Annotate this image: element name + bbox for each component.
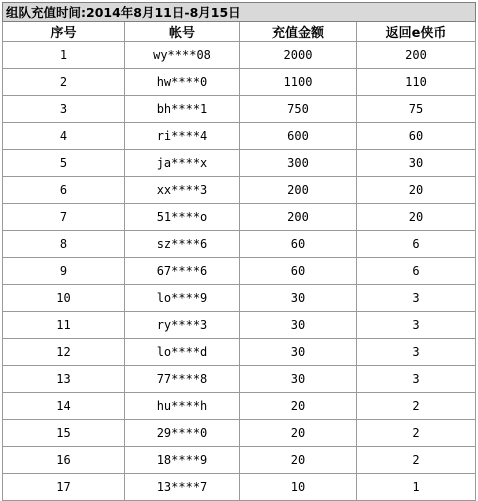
cell-index: 13: [3, 366, 125, 393]
cell-index: 8: [3, 231, 125, 258]
cell-index: 10: [3, 285, 125, 312]
table-row: [3, 42, 476, 69]
cell-account: 29****0: [125, 420, 240, 447]
table-row: [3, 312, 476, 339]
cell-amount: 60: [240, 231, 357, 258]
cell-return-coins: 6: [357, 258, 476, 285]
cell-return-coins: 20: [357, 177, 476, 204]
cell-amount: 200: [240, 177, 357, 204]
cell-amount: 200: [240, 204, 357, 231]
header-account: 帐号: [125, 22, 240, 42]
cell-index: 9: [3, 258, 125, 285]
cell-amount: 30: [240, 339, 357, 366]
cell-account: xx****3: [125, 177, 240, 204]
cell-account: 67****6: [125, 258, 240, 285]
header-amount: 充值金额: [240, 22, 357, 42]
table-row: [3, 96, 476, 123]
cell-amount: 10: [240, 474, 357, 501]
cell-amount: 30: [240, 366, 357, 393]
cell-account: lo****d: [125, 339, 240, 366]
cell-return-coins: 110: [357, 69, 476, 96]
cell-account: 77****8: [125, 366, 240, 393]
cell-index: 1: [3, 42, 125, 69]
header-return-coins: 返回e侠币: [357, 22, 476, 42]
title-row: [3, 3, 476, 22]
cell-index: 2: [3, 69, 125, 96]
cell-amount: 750: [240, 96, 357, 123]
cell-amount: 20: [240, 447, 357, 474]
cell-return-coins: 2: [357, 420, 476, 447]
table-row: [3, 339, 476, 366]
table-row: [3, 447, 476, 474]
cell-return-coins: 30: [357, 150, 476, 177]
cell-amount: 60: [240, 258, 357, 285]
cell-account: 13****7: [125, 474, 240, 501]
cell-index: 4: [3, 123, 125, 150]
cell-return-coins: 3: [357, 285, 476, 312]
cell-return-coins: 20: [357, 204, 476, 231]
cell-return-coins: 2: [357, 447, 476, 474]
table-row: [3, 366, 476, 393]
cell-return-coins: 3: [357, 339, 476, 366]
cell-index: 11: [3, 312, 125, 339]
cell-index: 3: [3, 96, 125, 123]
table-row: [3, 177, 476, 204]
cell-account: 51****o: [125, 204, 240, 231]
cell-account: ja****x: [125, 150, 240, 177]
header-row: [3, 22, 476, 42]
table-row: [3, 393, 476, 420]
cell-index: 7: [3, 204, 125, 231]
cell-index: 17: [3, 474, 125, 501]
cell-account: bh****1: [125, 96, 240, 123]
cell-amount: 20: [240, 393, 357, 420]
cell-account: ry****3: [125, 312, 240, 339]
cell-return-coins: 3: [357, 366, 476, 393]
table-row: [3, 285, 476, 312]
cell-account: sz****6: [125, 231, 240, 258]
cell-amount: 2000: [240, 42, 357, 69]
table-row: [3, 231, 476, 258]
cell-account: hw****0: [125, 69, 240, 96]
cell-account: hu****h: [125, 393, 240, 420]
cell-account: ri****4: [125, 123, 240, 150]
header-index: 序号: [3, 22, 125, 42]
cell-return-coins: 60: [357, 123, 476, 150]
cell-index: 15: [3, 420, 125, 447]
cell-amount: 600: [240, 123, 357, 150]
cell-index: 5: [3, 150, 125, 177]
table-row: [3, 150, 476, 177]
cell-account: wy****08: [125, 42, 240, 69]
cell-return-coins: 1: [357, 474, 476, 501]
table-row: [3, 204, 476, 231]
cell-account: 18****9: [125, 447, 240, 474]
table-row: [3, 420, 476, 447]
table-row: [3, 69, 476, 96]
table-title: 组队充值时间:2014年8月11日-8月15日: [3, 3, 476, 22]
cell-return-coins: 3: [357, 312, 476, 339]
cell-index: 16: [3, 447, 125, 474]
cell-return-coins: 200: [357, 42, 476, 69]
table-row: [3, 474, 476, 501]
cell-index: 12: [3, 339, 125, 366]
cell-amount: 300: [240, 150, 357, 177]
cell-return-coins: 75: [357, 96, 476, 123]
cell-index: 6: [3, 177, 125, 204]
cell-return-coins: 6: [357, 231, 476, 258]
cell-amount: 20: [240, 420, 357, 447]
table-row: [3, 123, 476, 150]
cell-amount: 1100: [240, 69, 357, 96]
cell-index: 14: [3, 393, 125, 420]
table-row: [3, 258, 476, 285]
recharge-table: [2, 2, 476, 501]
table-body: [3, 42, 476, 501]
cell-amount: 30: [240, 285, 357, 312]
cell-account: lo****9: [125, 285, 240, 312]
cell-amount: 30: [240, 312, 357, 339]
cell-return-coins: 2: [357, 393, 476, 420]
